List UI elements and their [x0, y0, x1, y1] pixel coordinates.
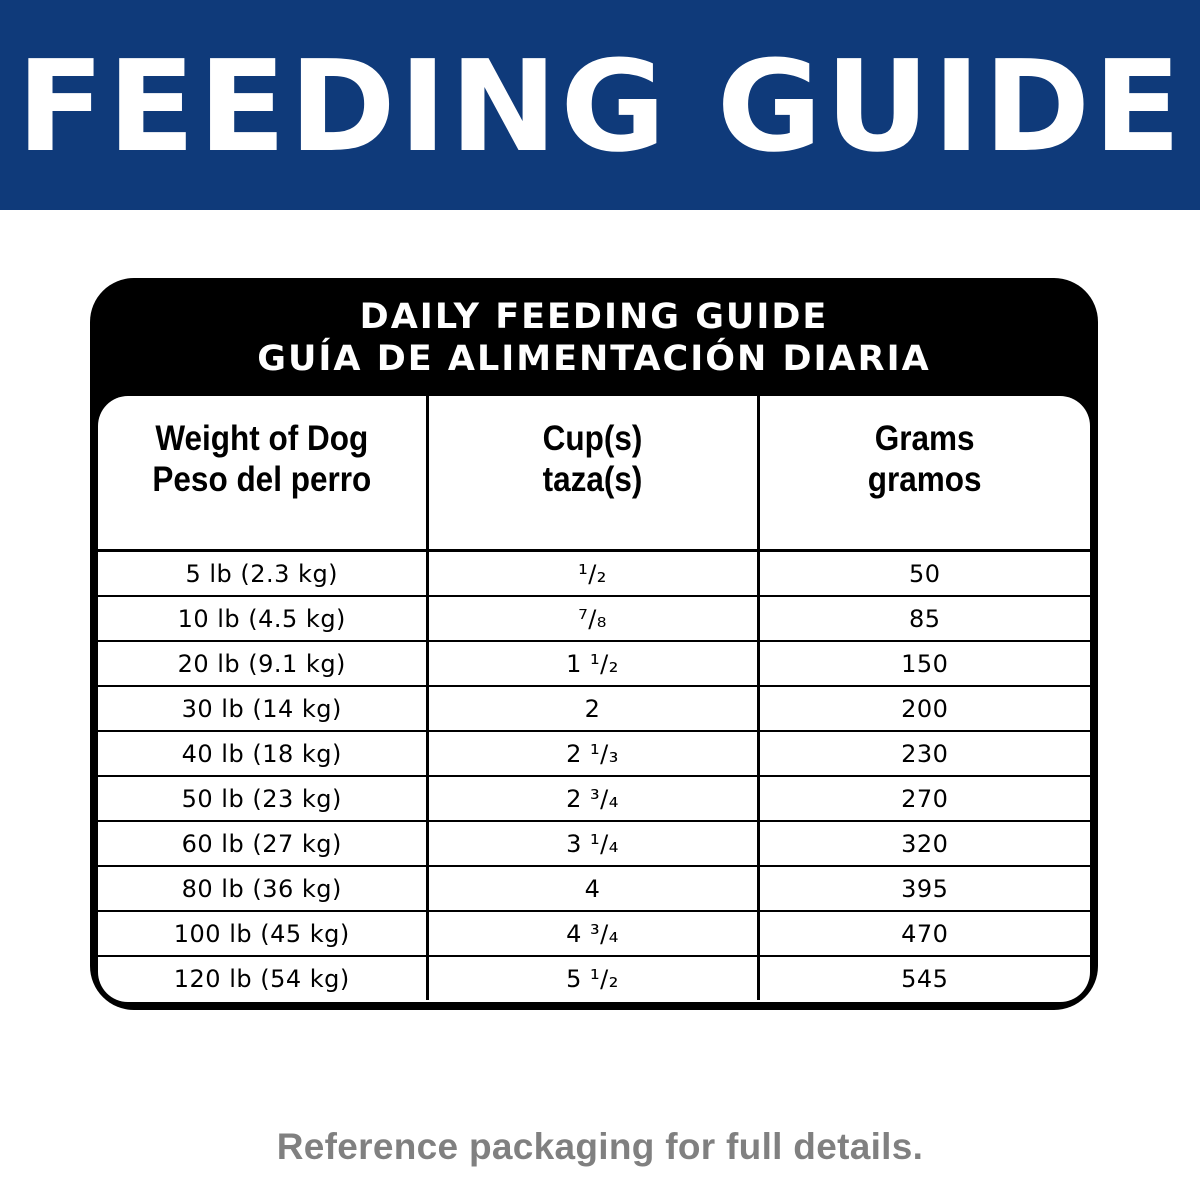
cups-cell: ¹/₂: [427, 551, 758, 597]
weight-cell: 60 lb (27 kg): [98, 821, 427, 866]
weight-cell: 10 lb (4.5 kg): [98, 596, 427, 641]
table-row: [98, 551, 1090, 597]
table-row: [98, 731, 1090, 776]
table-row: [98, 866, 1090, 911]
page-title: FEEDING GUIDE: [16, 33, 1184, 180]
cups-cell: 4 ³/₄: [427, 911, 758, 956]
grams-cell: 200: [758, 686, 1090, 731]
grams-cell: 470: [758, 911, 1090, 956]
table-row: [98, 596, 1090, 641]
panel-heading: [90, 278, 1098, 396]
header-cups: [444, 396, 742, 551]
grams-cell: 50: [758, 551, 1090, 597]
cups-cell: 1 ¹/₂: [427, 641, 758, 686]
daily-feeding-guide-panel: [90, 278, 1098, 1010]
grams-cell: 270: [758, 776, 1090, 821]
grams-cell: 150: [758, 641, 1090, 686]
cups-cell: 5 ¹/₂: [427, 956, 758, 1000]
table-row: [98, 911, 1090, 956]
weight-cell: 120 lb (54 kg): [98, 956, 427, 1000]
feeding-table-container: [98, 396, 1090, 1002]
table-row: [98, 641, 1090, 686]
cups-cell: 2 ³/₄: [427, 776, 758, 821]
header-grams: [775, 396, 1074, 551]
panel-heading-spanish: GUÍA DE ALIMENTACIÓN DIARIA: [257, 339, 931, 379]
table-row: [98, 821, 1090, 866]
feeding-table: [98, 396, 1090, 1000]
grams-cell: 85: [758, 596, 1090, 641]
cups-cell: 2 ¹/₃: [427, 731, 758, 776]
grams-cell: 395: [758, 866, 1090, 911]
table-row: [98, 776, 1090, 821]
header-weight-english: Weight of Dog: [155, 418, 369, 458]
panel-heading-english: DAILY FEEDING GUIDE: [359, 297, 829, 337]
grams-cell: 545: [758, 956, 1090, 1000]
header-grams-english: Grams: [874, 418, 975, 458]
grams-cell: 230: [758, 731, 1090, 776]
weight-cell: 50 lb (23 kg): [98, 776, 427, 821]
header-grams-spanish: gramos: [867, 459, 982, 499]
header-weight: [114, 396, 410, 551]
title-banner: [0, 0, 1200, 210]
footer-note: Reference packaging for full details.: [276, 1126, 924, 1167]
grams-cell: 320: [758, 821, 1090, 866]
weight-cell: 5 lb (2.3 kg): [98, 551, 427, 597]
header-weight-spanish: Peso del perro: [152, 459, 372, 499]
cups-cell: ⁷/₈: [427, 596, 758, 641]
weight-cell: 100 lb (45 kg): [98, 911, 427, 956]
cups-cell: 4: [427, 866, 758, 911]
weight-cell: 80 lb (36 kg): [98, 866, 427, 911]
weight-cell: 30 lb (14 kg): [98, 686, 427, 731]
table-row: [98, 686, 1090, 731]
cups-cell: 3 ¹/₄: [427, 821, 758, 866]
table-row: [98, 956, 1090, 1000]
weight-cell: 20 lb (9.1 kg): [98, 641, 427, 686]
cups-cell: 2: [427, 686, 758, 731]
header-cups-spanish: taza(s): [542, 459, 643, 499]
weight-cell: 40 lb (18 kg): [98, 731, 427, 776]
table-header-row: [98, 396, 1090, 551]
header-cups-english: Cup(s): [542, 418, 643, 458]
